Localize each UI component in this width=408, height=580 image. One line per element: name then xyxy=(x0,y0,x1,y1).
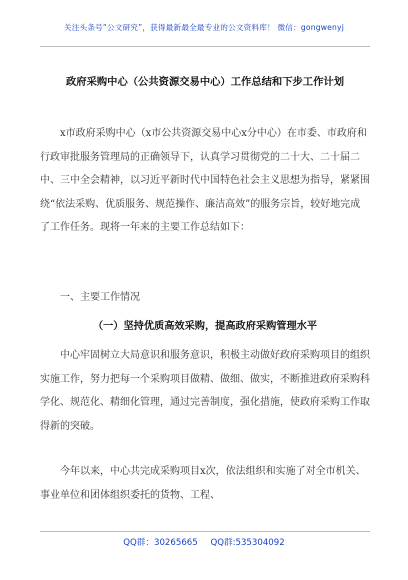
footer-divider xyxy=(40,531,370,532)
header-banner: 关注头条号“公文研究”，获得最新最全最专业的公文资料库！ 微信：gongwenyj xyxy=(63,23,345,32)
header-divider xyxy=(40,46,370,47)
section-heading: 一、主要工作情况 xyxy=(60,292,140,303)
intro-paragraph: x市政府采购中心（x市公共资源交易中心x分中心）在市委、市政府和行政审批服务管理局的正确领导下，认真学习贯彻党的二十大、二十届二中、三中全会精神，以习近平新时代中国特色社会主义思想为指导，紧紧围绕“依法采购、优质服务、规范操作、廉洁高效”的服务宗旨，较好地完成了工作任务。现将一年来的主要工作总结如下： xyxy=(40,128,370,233)
body-paragraph-1: 中心牢固树立大局意识和服务意识，积极主动做好政府采购项目的组织实施工作，努力把每一个采购项目做精、做细、做实，不断推进政府采购科学化、规范化、精细化管理，通过完善制度，强化措施，使政府采购工作取得新的突破。 xyxy=(40,350,370,432)
subsection-heading: （一）坚持优质高效采购，提高政府采购管理水平 xyxy=(92,320,318,332)
footer-qq-group-1: QQ群：30265665 xyxy=(123,538,198,548)
body-paragraph-2: 今年以来，中心共完成采购项目x次，依法组织和实施了对全市机关、事业单位和团体组织委托的货物、工程、 xyxy=(40,466,366,501)
document-title: 政府采购中心（公共资源交易中心）工作总结和下步工作计划 xyxy=(65,76,344,88)
footer-qq-group-2: QQ群:535304092 xyxy=(210,538,285,548)
footer xyxy=(0,536,408,548)
